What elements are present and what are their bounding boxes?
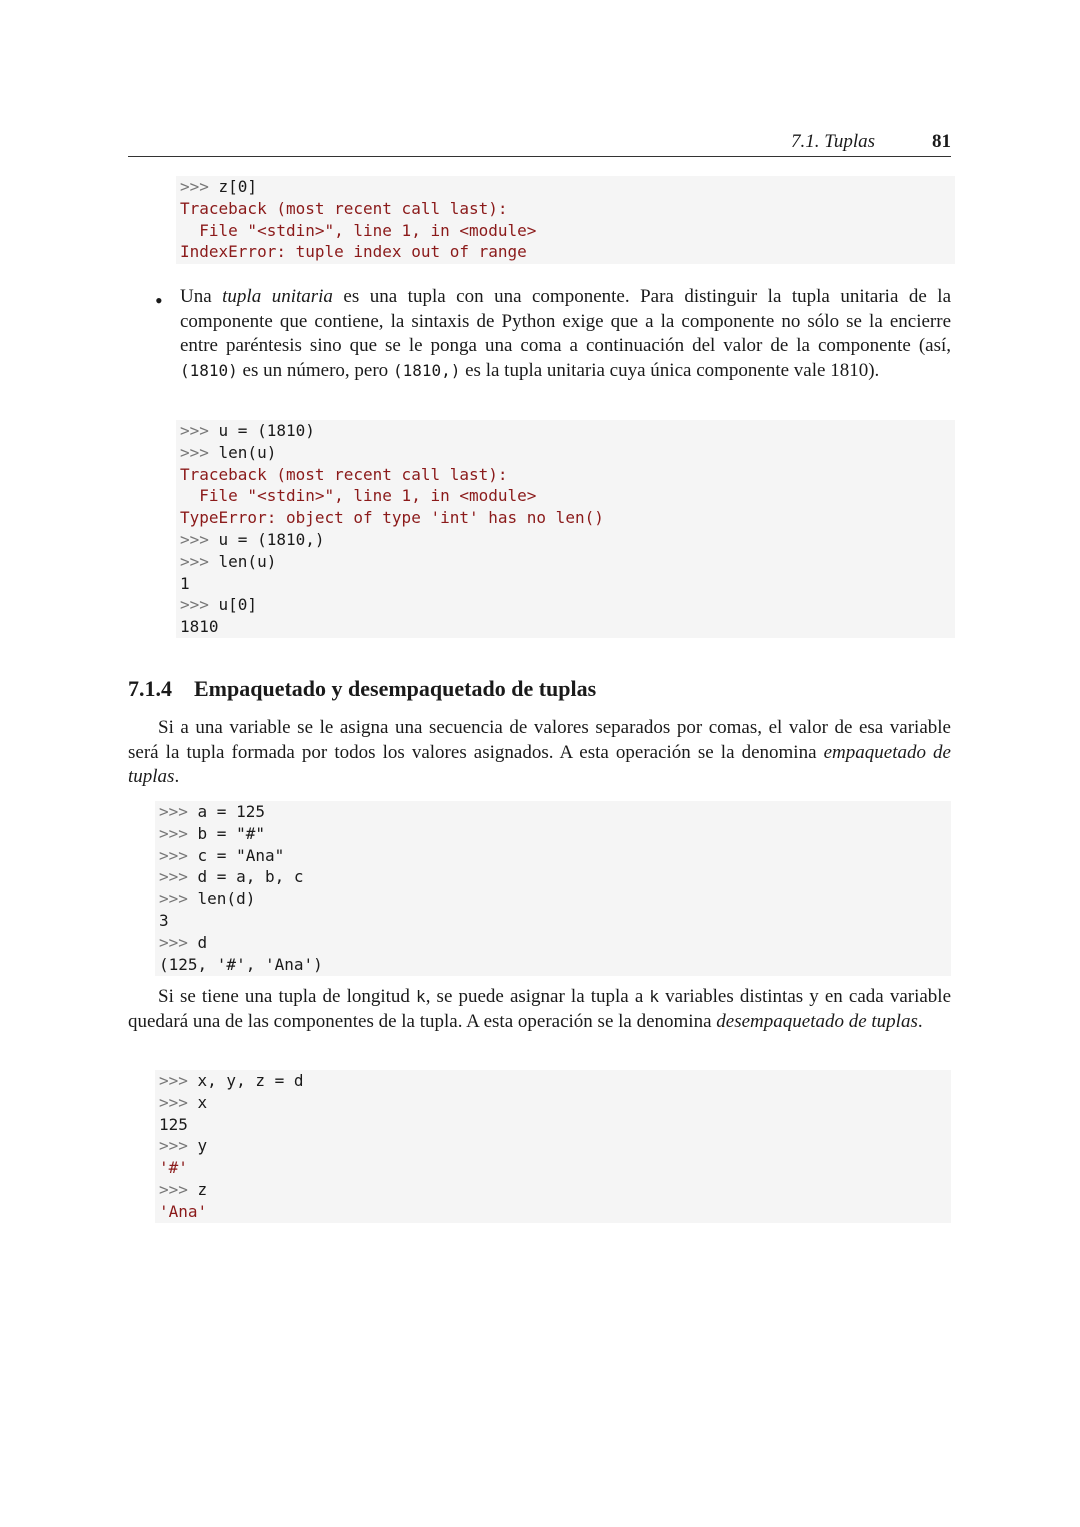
code-text: a = 125 (197, 802, 265, 821)
code-text: b = "#" (197, 823, 265, 843)
code-text: len(u) (218, 442, 277, 462)
code-line (180, 485, 955, 507)
section-title: Empaquetado y desempaquetado de tuplas (194, 676, 597, 701)
page-number: 81 (932, 131, 951, 152)
code-line (180, 176, 955, 198)
code-line (180, 241, 955, 263)
term-tupla-unitaria: tupla unitaria (222, 286, 333, 307)
prompt-marker: >>> (159, 823, 198, 843)
code-line (159, 845, 951, 867)
code-line (159, 1135, 951, 1157)
code-block-index-error (176, 176, 955, 264)
prompt-marker: >>> (180, 529, 219, 549)
prompt-marker: >>> (159, 867, 198, 887)
inline-code: (1810) (180, 360, 238, 380)
code-line (159, 932, 951, 954)
prompt-marker: >>> (180, 595, 219, 615)
code-line (159, 1157, 951, 1179)
code-text: y (197, 1136, 208, 1156)
code-line (180, 507, 955, 529)
code-text: 1810 (180, 617, 219, 637)
code-text: z[0] (218, 177, 258, 196)
code-line (159, 910, 951, 932)
prompt-marker: >>> (159, 1092, 198, 1112)
code-line (159, 866, 951, 888)
code-block-tupla-unitaria (176, 420, 955, 638)
code-text: 125 (159, 1114, 188, 1134)
code-text: d (197, 932, 208, 952)
running-section-title: 7.1. Tuplas (791, 131, 875, 152)
section-number: 7.1.4 (128, 676, 172, 701)
code-line (159, 888, 951, 910)
inline-code: k (649, 987, 660, 1006)
prompt-marker: >>> (159, 802, 198, 821)
code-text: len(d) (197, 889, 256, 909)
paragraph-desempaquetado: Si se tiene una tupla de longitud k, se puede asignar la tupla a k variables distintas y en cada variable quedará una de las componentes de la tupla. A esta operación se la denomina desempaquetado de tuplas. (128, 986, 951, 1032)
code-text: Traceback (most recent call last): (180, 198, 508, 218)
bullet-icon: • (155, 288, 163, 313)
prompt-marker: >>> (159, 845, 198, 865)
code-text: 'Ana' (159, 1201, 208, 1221)
code-text: IndexError: tuple index out of range (180, 242, 527, 262)
code-line (159, 1179, 951, 1201)
code-block-empaquetado (155, 801, 951, 976)
section-heading (128, 676, 596, 702)
prompt-marker: >>> (159, 1179, 198, 1199)
code-text: u[0] (218, 595, 258, 615)
code-text: (125, '#', 'Ana') (159, 954, 323, 974)
code-text: File "<stdin>", line 1, in <module> (180, 486, 537, 506)
code-line (159, 954, 951, 976)
code-line (159, 1201, 951, 1223)
prompt-marker: >>> (180, 551, 219, 571)
inline-code: k (416, 987, 426, 1006)
code-line (159, 823, 951, 845)
code-line (180, 442, 955, 464)
page-header (128, 128, 951, 157)
prompt-marker: >>> (180, 442, 219, 462)
paragraph-tupla-unitaria: Una tupla unitaria es una tupla con una componente. Para distinguir la tupla unitaria de la componente que contiene, la sintaxis de Python exige que a la componente no sólo se la encierre entre paréntesis sino que se le ponga una coma a continuación del valor de la componente (así, (1810) es un número, pero (1810,) es la tupla unitaria cuya única componente vale 1810). (180, 286, 952, 381)
code-text: '#' (159, 1158, 188, 1178)
code-text: u = (1810) (218, 421, 315, 440)
code-line (180, 573, 955, 595)
code-text: x, y, z = d (197, 1071, 304, 1090)
code-text: z (197, 1179, 208, 1199)
code-line (180, 464, 955, 486)
code-text: File "<stdin>", line 1, in <module> (180, 220, 537, 240)
term-desempaquetado: desempaquetado de tuplas (716, 1010, 918, 1032)
code-text: x (197, 1092, 208, 1112)
code-text: TypeError: object of type 'int' has no len() (180, 508, 604, 528)
code-text: u = (1810,) (218, 529, 325, 549)
code-line (159, 1092, 951, 1114)
code-text: d = a, b, c (197, 867, 304, 887)
code-line (180, 420, 955, 442)
code-text: Traceback (most recent call last): (180, 464, 508, 484)
code-block-desempaquetado (155, 1070, 951, 1223)
prompt-marker: >>> (159, 1136, 198, 1156)
code-text: 3 (159, 910, 169, 930)
prompt-marker: >>> (159, 932, 198, 952)
code-text: 1 (180, 573, 190, 593)
prompt-marker: >>> (180, 421, 219, 440)
code-line (180, 198, 955, 220)
prompt-marker: >>> (180, 177, 219, 196)
code-line (180, 220, 955, 242)
inline-code: (1810,) (392, 360, 461, 380)
code-line (180, 529, 955, 551)
prompt-marker: >>> (159, 1071, 198, 1090)
code-line (159, 801, 951, 823)
code-line (159, 1114, 951, 1136)
code-text: c = "Ana" (197, 845, 285, 865)
code-text: len(u) (218, 551, 277, 571)
code-line (180, 594, 955, 616)
code-line (180, 616, 955, 638)
code-line (180, 551, 955, 573)
code-line (159, 1070, 951, 1092)
term-empaquetado: empaquetado de tuplas (128, 741, 951, 788)
paragraph-empaquetado: Si a una variable se le asigna una secuencia de valores separados por comas, el valor de esa variable será la tupla formada por todos los valores asignados. A esta operación se la denomina empaquetado de tuplas. (128, 717, 951, 788)
prompt-marker: >>> (159, 889, 198, 909)
